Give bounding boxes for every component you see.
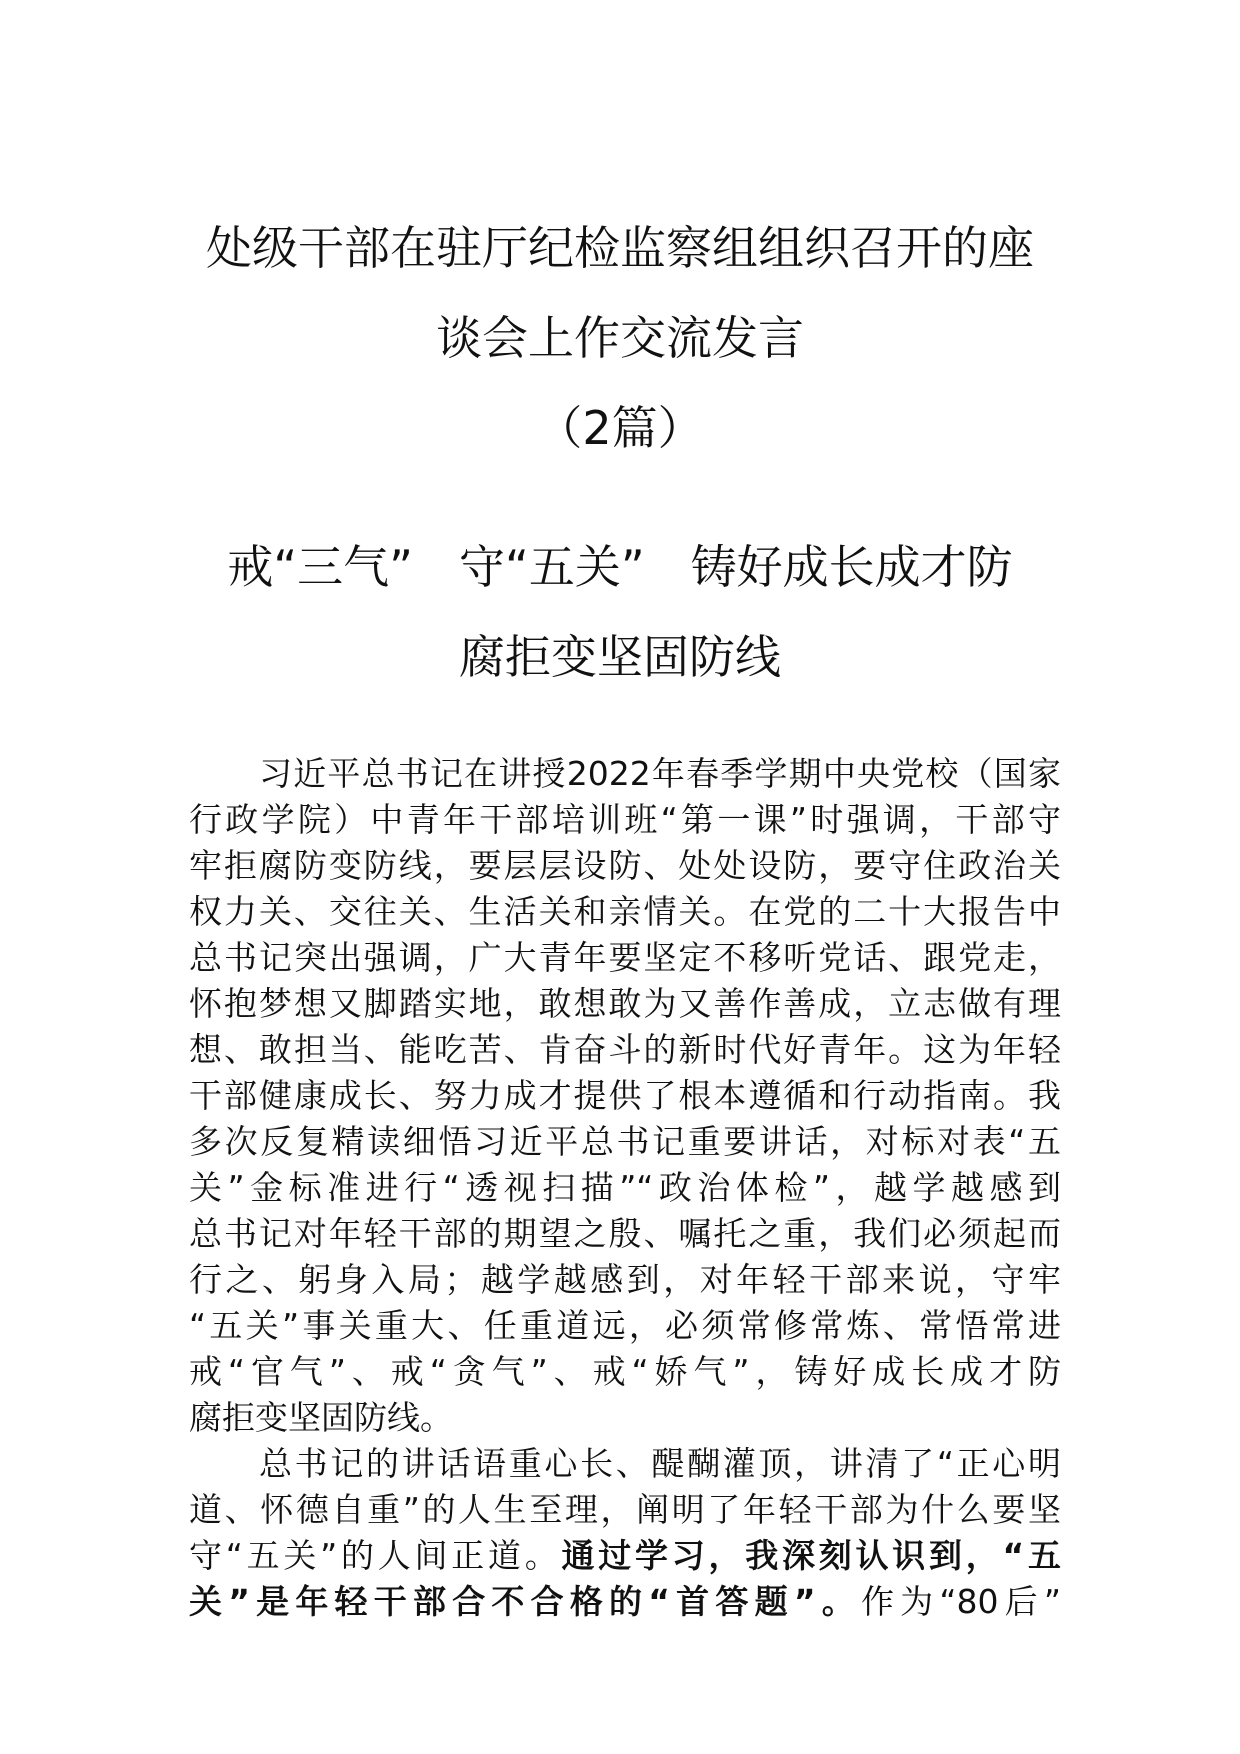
document-title-line-2: 谈会上作交流发言 xyxy=(436,311,804,365)
body-text: 作为“80后” xyxy=(860,1582,1061,1621)
body-line: 行政学院）中青年干部培训班“第一课”时强调，干部守 xyxy=(189,800,1061,839)
body-line xyxy=(189,1579,1061,1625)
body-line: 关”金标准进行“透视扫描”“政治体检”，越学越感到 xyxy=(189,1168,1061,1207)
document-title-line-1: 处级干部在驻厅纪检监察组组织召开的座 xyxy=(206,221,1034,275)
body-text: 守“五关”的人间正道。 xyxy=(189,1536,562,1575)
body-line: 戒“官气”、戒“贪气”、戒“娇气”，铸好成长成才防 xyxy=(189,1352,1061,1391)
body-line: 行之、躬身入局；越学越感到，对年轻干部来说，守牢 xyxy=(189,1260,1061,1299)
body-line: 权力关、交往关、生活关和亲情关。在党的二十大报告中 xyxy=(189,892,1061,931)
body-line: 多次反复精读细悟习近平总书记重要讲话，对标对表“五 xyxy=(189,1122,1061,1161)
body-line: 怀抱梦想又脚踏实地，敢想敢为又善作善成，立志做有理 xyxy=(189,984,1061,1023)
body-line xyxy=(189,1533,1061,1579)
body-line: 道、怀德自重”的人生至理，阐明了年轻干部为什么要坚 xyxy=(189,1490,1061,1529)
emphasis-text: 通过学习，我深刻认识到，“五 xyxy=(561,1536,1061,1575)
body-line: 总书记突出强调，广大青年要坚定不移听党话、跟党走， xyxy=(189,938,1061,977)
body-line: 总书记对年轻干部的期望之殷、嘱托之重，我们必须起而 xyxy=(189,1214,1061,1253)
body-line: 腐拒变坚固防线。 xyxy=(189,1398,453,1437)
document-title-count: （2篇） xyxy=(536,401,704,455)
body-line: 干部健康成长、努力成才提供了根本遵循和行动指南。我 xyxy=(189,1076,1061,1115)
article-subtitle-line-2: 腐拒变坚固防线 xyxy=(459,630,781,684)
body-line: 牢拒腐防变防线，要层层设防、处处设防，要守住政治关 xyxy=(189,846,1061,885)
emphasis-text: 关”是年轻干部合不合格的“首答题”。 xyxy=(189,1582,861,1621)
body-line: 习近平总书记在讲授2022年春季学期中央党校（国家 xyxy=(259,754,1061,793)
body-line: 想、敢担当、能吃苦、肯奋斗的新时代好青年。这为年轻 xyxy=(189,1030,1061,1069)
body-line: 总书记的讲话语重心长、醍醐灌顶，讲清了“正心明 xyxy=(259,1444,1061,1483)
article-subtitle-line-1: 戒“三气” 守“五关” 铸好成长成才防 xyxy=(227,540,1013,594)
body-line: “五关”事关重大、任重道远，必须常修常炼、常悟常进 xyxy=(189,1306,1061,1345)
